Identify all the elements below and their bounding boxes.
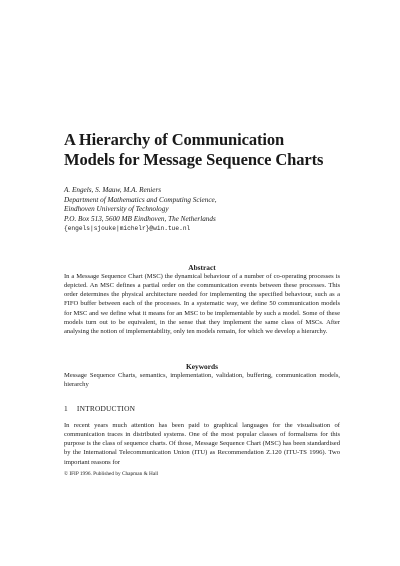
keywords-heading: Keywords xyxy=(185,362,219,371)
title-line-1: A Hierarchy of Communication xyxy=(64,130,285,149)
author-block xyxy=(64,186,364,234)
affiliation-line-3: P.O. Box 513, 5600 MB Eindhoven, The Netherlands xyxy=(64,214,216,223)
introduction-text: In recent years much attention has been paid to graphical languages for the visualisation of communication traces in distributed systems. One of the most popular classes of formalisms for this purpose is the class of sequence charts. Of those, Message Sequence Chart (MSC) has been standardised by the International Telecommunication Union (ITU) as Recommendation Z.120 (ITU-TS 1996). Two important reasons for xyxy=(64,422,340,466)
section-number: 1 xyxy=(64,404,68,413)
section-heading-introduction xyxy=(64,404,135,413)
title-line-2: Models for Message Sequence Charts xyxy=(64,150,324,169)
author-email: {engels|sjouke|michelr}@win.tue.nl xyxy=(64,225,191,233)
section-title: INTRODUCTION xyxy=(76,404,136,413)
affiliation-line-2: Eindhoven University of Technology xyxy=(64,205,169,214)
affiliation-line-1: Department of Mathematics and Computing Science, xyxy=(64,195,217,204)
keywords-text: Message Sequence Charts, semantics, implementation, validation, buffering, communication models, hierarchy xyxy=(64,372,340,389)
copyright-notice: © IFIP 1996. Published by Chapman & Hall xyxy=(64,471,159,477)
paper-title xyxy=(64,130,364,170)
abstract-text: In a Message Sequence Chart (MSC) the dynamical behaviour of a number of co-operating processes is depicted. An MSC defines a partial order on the communication events between these processes. This order determines the physical architecture needed for implementing the specified behaviour, such as a FIFO buffer between each of the processes. In a systematic way, we define 50 communication models for MSC and we define what it means for an MSC to be implementable by such a model. Some of these models turn out to be equivalent, in the sense that they implement the same class of MSCs. After analysing the notion of implementability, only ten models remain, for which we develop a hierarchy. xyxy=(64,273,340,335)
abstract-heading: Abstract xyxy=(188,263,216,272)
author-names: A. Engels, S. Mauw, M.A. Reniers xyxy=(64,186,162,194)
